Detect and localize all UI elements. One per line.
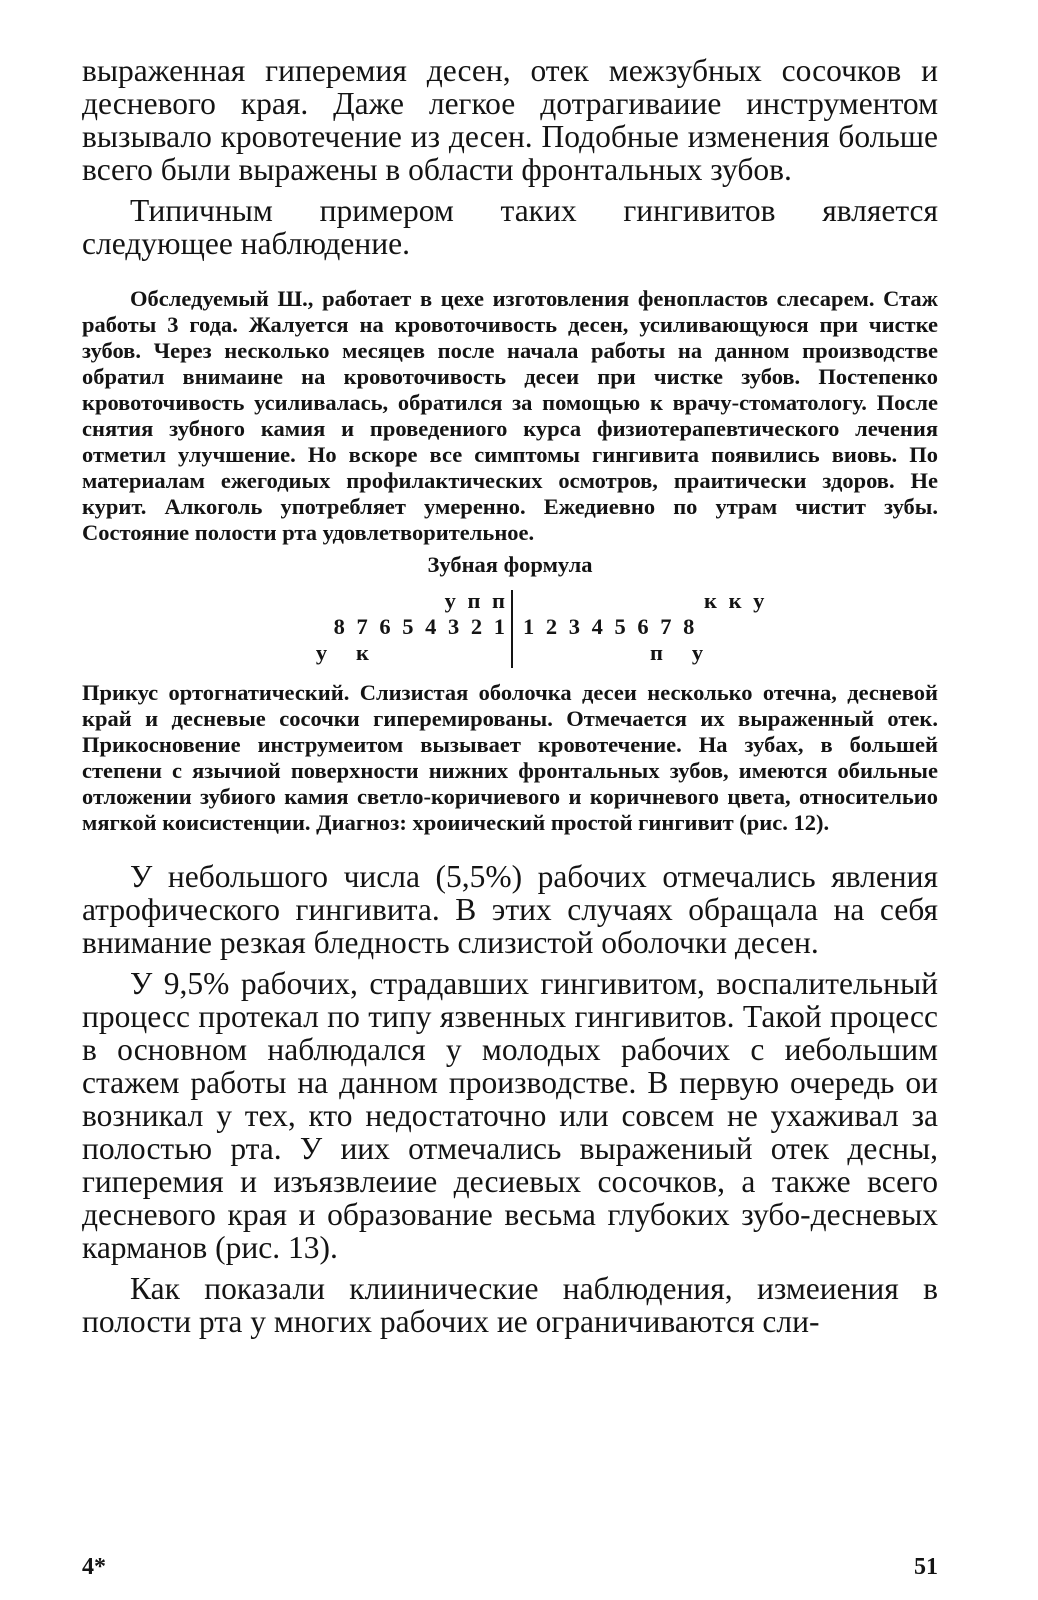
paragraph-gingival-hyperemia: выраженная гиперемия десен, отек межзубных сосочков и десневого края. Даже легкое дотрагиваиие инструментом вызывало кровотечение из десен. Подобные изменения больше всего были выражены в области фронтальных зубов. <box>82 53 938 187</box>
dental-formula-upper-left: у п п <box>444 588 508 613</box>
page-number: 51 <box>914 1554 938 1580</box>
dental-formula-lower-right: п у <box>650 640 707 665</box>
paragraph-atrophic-gingivitis: У небольшого числа (5,5%) рабочих отмечались явления атрофического гингивита. В этих случаях обращала на себя внимание резкая бледность слизистой оболочки десен. <box>82 859 938 960</box>
paragraph-ulcerative-gingivitis: У 9,5% рабочих, страдавших гингивитом, воспалительный процесс протекал по типу язвенных гингивитов. Такой процесс в основном наблюдался у молодых рабочих с иебольшим стажем работы на данном производстве. В первую очередь ои возникал у тех, кто недостаточно или совсем не ухаживал за полостью рта. У иих отмечались выражениый отек десны, гиперемия и изъязвлеиие десиевых сосочков, а также всего десневого края и образование весьма глубоких зубо-десневых карманов (рис. 13). <box>82 966 938 1265</box>
page-footer <box>82 1554 938 1586</box>
page-body <box>82 54 938 1338</box>
dental-formula-numbers-right: 1 2 3 4 5 6 7 8 <box>523 614 698 639</box>
case-history-text: Обследуемый Ш., работает в цехе изготовления фенопластов слесарем. Стаж работы 3 года. Жалуется на кровоточивость десен, усиливающуюся при чистке зубов. Через несколько месяцев после начала работы на данном производстве обратил внимаине на кровоточивость десеи при чистке зубов. Постепенко кровоточивость усиливалась, обратился за помощью к врачу-стоматологу. После снятия зубного камия и проведениого курса физиотерапевтического лечения отметил улучшение. Но вскоре все симптомы гингивита появились виовь. По материалам ежегодиых профилактических осмотров, праитически здоров. Не курит. Алкоголь употребляет умеренно. Ежедиевно по утрам чистит зубы. Состояние полости рта удовлетворительное. <box>82 286 938 545</box>
dental-formula-title: Зубная формула <box>427 552 593 577</box>
dental-formula-midline <box>511 590 513 668</box>
dental-formula <box>82 588 938 670</box>
paragraph-clinical-observations: Как показали клиинические наблюдения, измеиения в полости рта у многих рабочих ие ограничиваются сли- <box>82 1271 938 1339</box>
dental-formula-tooth-numbers <box>82 614 938 640</box>
dental-formula-lower-row <box>82 640 938 666</box>
dental-formula-upper-right: к к у <box>704 588 768 613</box>
dental-formula-lower-left: у к <box>315 640 372 665</box>
dental-formula-upper-row <box>82 588 938 614</box>
signature-mark: 4* <box>82 1554 106 1580</box>
case-examination-text: Прикус ортогнатический. Слизистая оболочка десеи несколько отечна, десневой край и десневые сосочки гиперемированы. Отмечается их выраженный отек. Прикосновение инструмеитом вызывает кровотечение. На зубах, в большей степени с язычиой поверхности нижних фронтальных зубов, имеются обильные отложении зубиого камия светло-коричиевого и коричневого цвета, относительио мягкой коисистенции. Диагноз: хроиический простой гингивит (рис. 12). <box>82 680 938 835</box>
dental-formula-numbers-left: 8 7 6 5 4 3 2 1 <box>333 614 508 639</box>
paragraph-typical-example: Типичным примером таких гингивитов является следующее наблюдение. <box>82 193 938 261</box>
